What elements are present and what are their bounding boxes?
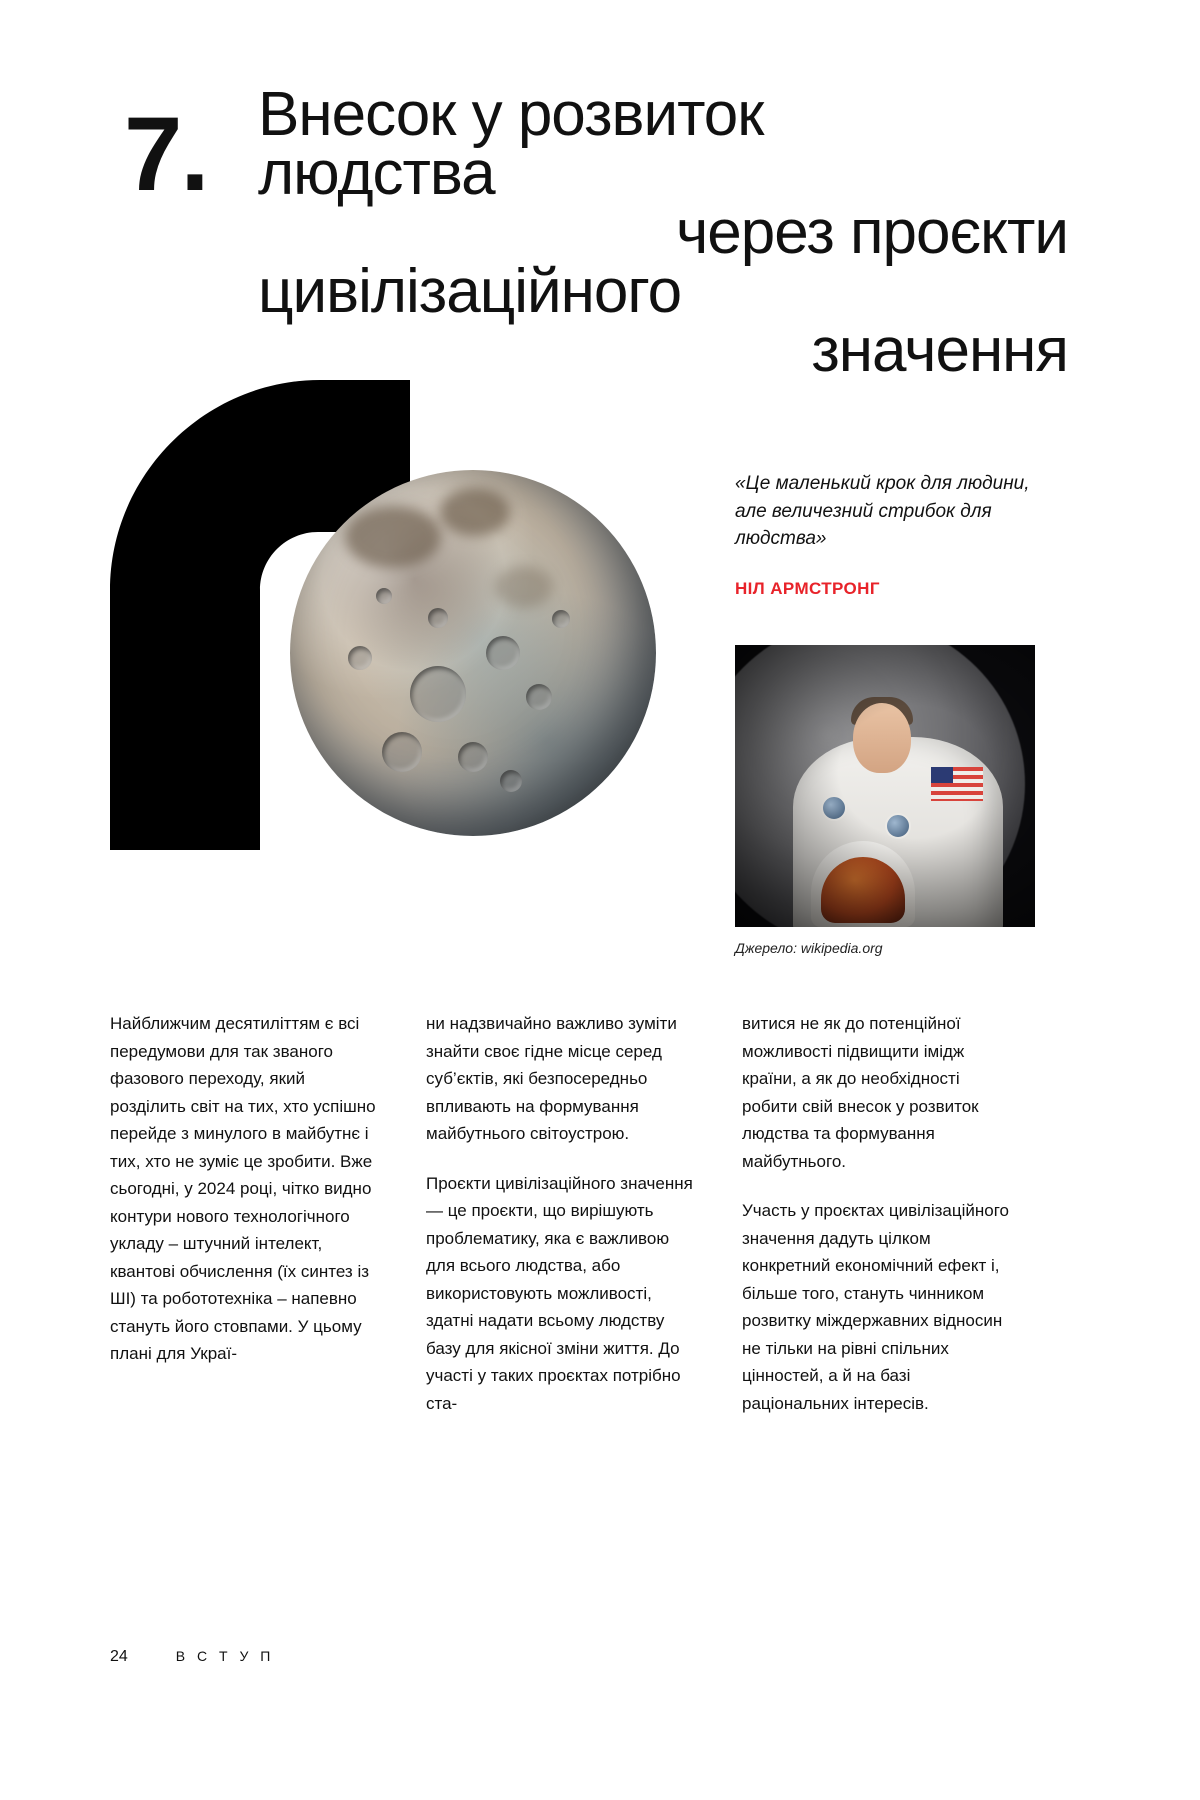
- page-footer: [110, 1648, 710, 1666]
- body-text: [110, 1010, 1110, 1439]
- text-column-3: [742, 1010, 1010, 1439]
- paragraph: Проєкти цивілізаційного значення — це проєкти, що вирішують проблематику, яка є важливою для всього людства, або використовують можливості, здатні надати всьому людству базу для якісної зміни життя. До участі у таких проєктах потрібно ста-: [426, 1173, 693, 1413]
- page-number: 24: [110, 1648, 128, 1665]
- quote-author: НІЛ АРМСТРОНГ: [735, 578, 880, 598]
- figure-source-caption: Джерело: wikipedia.org: [735, 940, 883, 956]
- pull-quote-block: [735, 470, 1035, 599]
- title-line-2: людства: [258, 138, 495, 208]
- illustration-group: [110, 380, 670, 860]
- paragraph: Участь у проєктах цивілізаційного значення дадуть цілком конкретний економічний ефект і, більше того, стануть чинником розвитку міждержавних відносин не тільки на рівні спільних цінностей, а й на базі раціональних інтересів.: [742, 1201, 1010, 1413]
- photo-vignette: [735, 645, 1035, 927]
- pull-quote-text: «Це маленький крок для людини, але величезний стрибок для людства»: [735, 473, 1030, 550]
- title-line-4: цивілізаційного: [258, 256, 682, 326]
- title-line-1: Внесок у розвиток: [258, 80, 764, 149]
- astronaut-portrait-photo: [735, 645, 1035, 927]
- section-label: В С Т У П: [175, 1648, 275, 1664]
- section-number: 7.: [124, 96, 208, 213]
- paragraph: Найближчим десятиліттям є всі передумови для так званого фазового переходу, який розділить світ на тих, хто успішно перейде з минулого в майбутнє і тих, хто не зуміє це зробити. Вже сьогодні, у 2024 році, чітко видно контури нового технологічного укладу – штучний інтелект, квантові обчислення (їх синтез із ШІ) та робототехніка – напевно стануть його стовпами. У цьому плані для Украї-: [110, 1014, 376, 1364]
- text-column-2: [426, 1010, 694, 1439]
- page-title: [258, 80, 1068, 385]
- paragraph: ни надзвичайно важливо зуміти знайти своє гідне місце серед суб’єктів, які безпосередньо впливають на формування майбутнього світоустрою.: [426, 1014, 677, 1144]
- page-heading: [0, 80, 1200, 416]
- text-column-1: [110, 1010, 378, 1439]
- title-line-5: значення: [811, 315, 1068, 385]
- moon-illustration: [290, 470, 656, 836]
- paragraph: витися не як до потенційної можливості підвищити імідж країни, а як до необхідності робити свій внесок у розвиток людства та формування майбутнього.: [742, 1014, 979, 1171]
- title-line-3: через проєкти: [675, 197, 1068, 267]
